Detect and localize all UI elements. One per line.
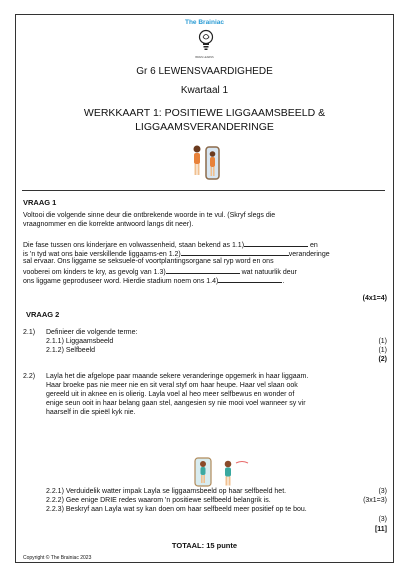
q1-text: vooberei om kinders te kry, as gevolg van 1.3) — [23, 269, 166, 276]
q2-2-scenario-line-2: Haar broeke pas nie meer nie en sit veral styf om haar heupe. Haar vel slaan ook — [46, 382, 298, 389]
question-1-heading: VRAAG 1 — [23, 198, 57, 207]
q2-2-1-marks: (3) — [378, 488, 387, 495]
q1-paragraph-line-5 — [23, 276, 284, 287]
lightbulb-logo-icon — [198, 28, 214, 58]
q1-text: veranderinge — [288, 251, 330, 258]
answer-blank-1-3[interactable] — [166, 267, 240, 274]
q2-2-2-text: 2.2.2) Gee enige DRIE redes waarom 'n positiewe selfbeeld belangrik is. — [46, 497, 271, 504]
q2-2-3-marks: (3) — [378, 516, 387, 523]
q2-2-3-text: 2.2.3) Beskryf aan Layla wat sy kan doen om haar selfbeeld meer positief op te bou. — [46, 506, 307, 513]
q2-1-text: Definieer die volgende terme: — [46, 329, 138, 336]
q2-2-total-marks: [11] — [374, 526, 387, 533]
person-mirror-illustration — [184, 143, 224, 183]
girl-mirror-illustration — [192, 457, 254, 487]
logo-caption: BRAIN LEARNS — [195, 56, 214, 59]
q2-1-total-marks: (2) — [378, 356, 387, 363]
q2-1-2-text: 2.1.2) Selfbeeld — [46, 347, 96, 354]
q2-2-scenario-line-1: Layla het die afgelope paar maande sekere veranderinge opgemerk in haar liggaam. — [46, 373, 309, 380]
answer-blank-1-1[interactable] — [244, 240, 308, 247]
answer-blank-1-4[interactable] — [218, 276, 285, 285]
worksheet-title — [16, 106, 393, 134]
q2-1-2-marks: (1) — [378, 347, 387, 354]
q2-1-1-marks: (1) — [378, 338, 387, 345]
worksheet-page — [15, 14, 394, 563]
q2-2-number: 2.2) — [23, 373, 36, 380]
answer-blank-1-2[interactable] — [181, 249, 289, 256]
q2-2-2-marks: (3x1=3) — [363, 497, 387, 504]
q2-1-1-text: 2.1.1) Liggaamsbeeld — [46, 338, 114, 345]
q2-1-number: 2.1) — [23, 329, 36, 336]
title-line-2: LIGGAAMSVERANDERINGE — [135, 121, 274, 133]
q1-text: en — [309, 242, 318, 249]
q2-2-1-text: 2.2.1) Verduidelik watter impak Layla se liggaamsbeeld op haar selfbeeld het. — [46, 488, 287, 495]
q2-2-scenario-line-5: haarself in die spieël kyk nie. — [46, 409, 136, 416]
q1-instruction-line-1: Voltooi die volgende sinne deur die ontbrekende woorde in te vul. (Skryf slegs die — [23, 212, 276, 219]
q1-instruction-line-2: vraagnommer en die korrekte antwoord langs dit neer). — [23, 221, 194, 228]
q1-text: . — [282, 278, 285, 285]
question-2-heading: VRAAG 2 — [26, 310, 60, 319]
term-heading: Kwartaal 1 — [180, 85, 229, 96]
q2-2-scenario-line-4: enige seun ooit in haar belang gaan stel, aangesien sy nie mooi voel wanneer sy vir — [46, 400, 306, 407]
q2-2-scenario-line-3: gereeld uit in aknee en is olierig. Layla voel al heo meer selfbewus en wonder of — [46, 391, 295, 398]
q1-paragraph-line-3: sal ervaar. Ons liggame se seksuele-of voortplantingsorgane sal ryp word en ons — [23, 258, 274, 265]
q1-text: wat natuurlik deur — [241, 269, 297, 276]
brand-name: The Brainiac — [184, 19, 224, 26]
q1-text: Die fase tussen ons kinderjare en volwassenheid, staan bekend as 1.1) — [23, 242, 245, 249]
divider-line — [22, 190, 385, 191]
title-line-1: WERKKAART 1: POSITIEWE LIGGAAMSBEELD & — [83, 107, 326, 119]
q1-marks: (4x1=4) — [362, 295, 387, 302]
grade-heading: Gr 6 LEWENSVAARDIGHEDE — [136, 66, 273, 77]
q1-text: is 'n tyd wat ons baie verskillende liggaams-en 1.2) — [23, 251, 181, 258]
q1-text: ons liggame geproduseer word. Hierdie stadium noem ons 1.4) — [23, 278, 219, 285]
total-marks: TOTAAL: 15 punte — [171, 541, 238, 550]
copyright-notice: Copyright © The Brainiac 2023 — [23, 555, 92, 561]
